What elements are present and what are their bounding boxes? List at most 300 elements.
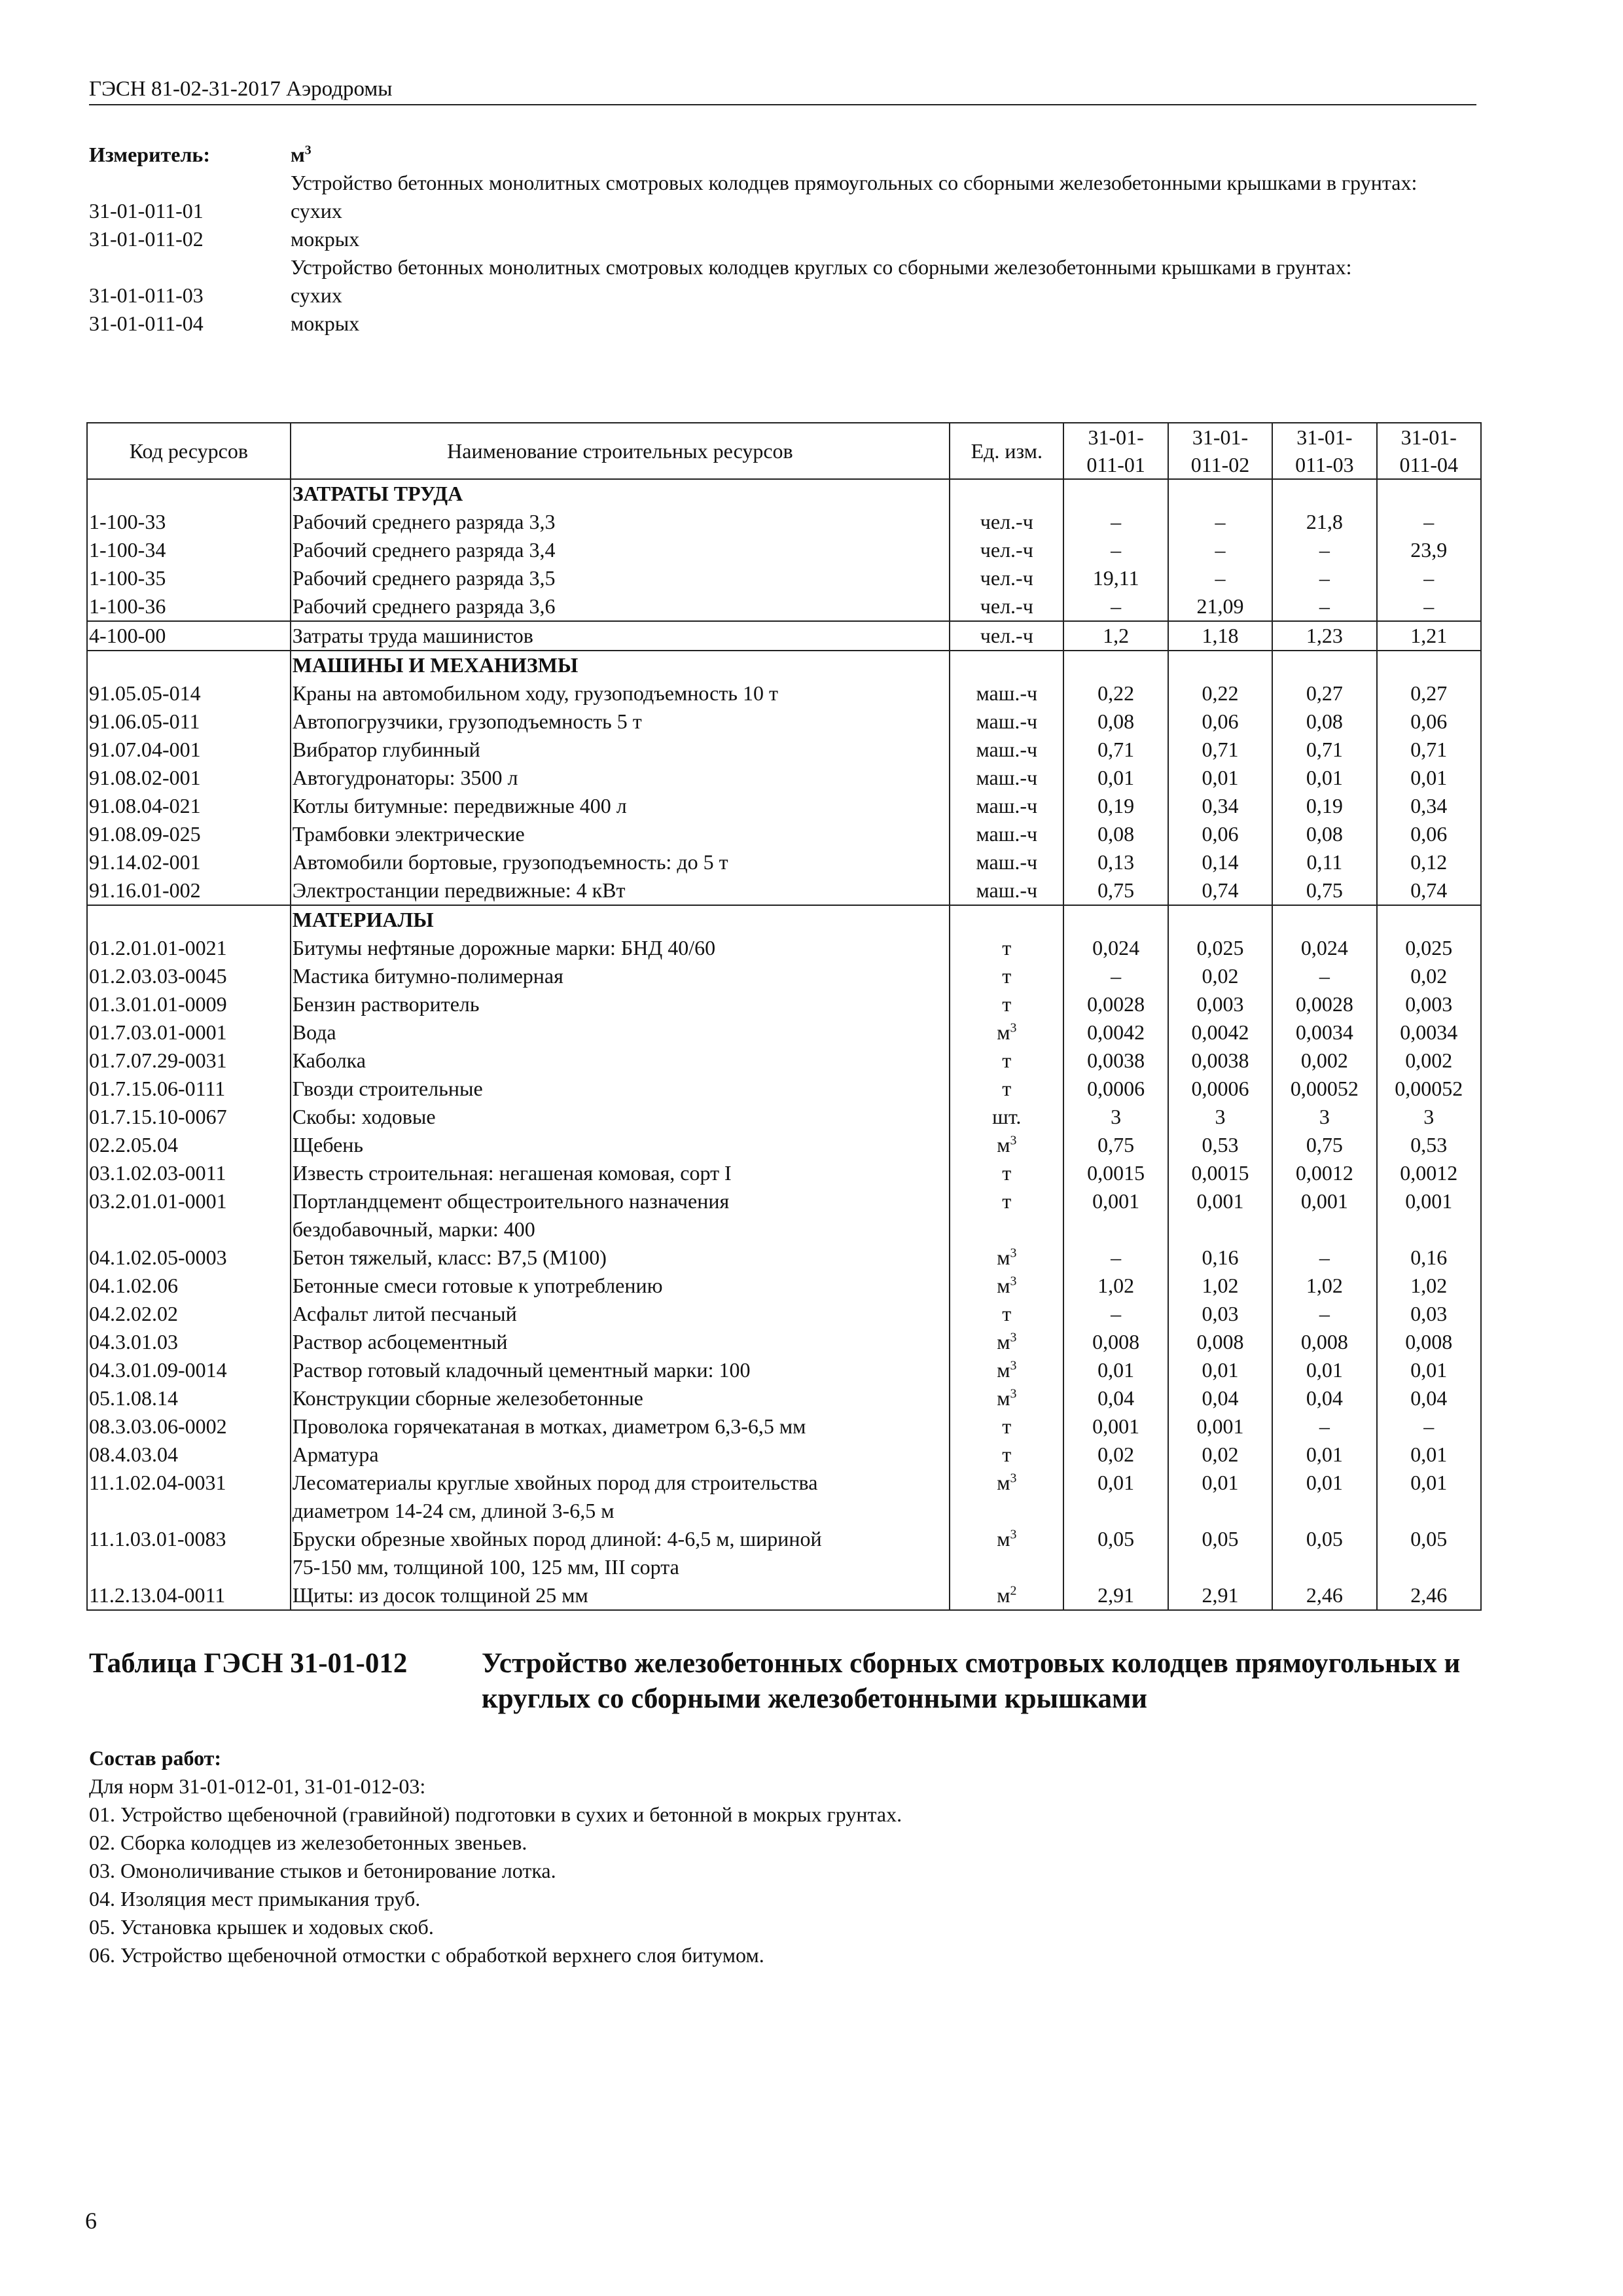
norm-value: 0,71 bbox=[1272, 736, 1376, 764]
norm-value: 0,024 bbox=[1272, 934, 1376, 962]
resource-name: Проволока горячекатаная в мотках, диаметром 6,3-6,5 мм bbox=[291, 1412, 950, 1441]
norm-value: 19,11 bbox=[1063, 564, 1168, 592]
unit-text: т bbox=[1002, 992, 1012, 1016]
norm-value: 0,08 bbox=[1063, 708, 1168, 736]
norm-value: – bbox=[1272, 536, 1376, 564]
section-row bbox=[87, 651, 1481, 679]
table-row bbox=[87, 1018, 1481, 1047]
resource-unit bbox=[950, 708, 1063, 736]
table-row bbox=[87, 792, 1481, 820]
resource-name: Раствор асбоцементный bbox=[291, 1328, 950, 1356]
norm-value: 0,01 bbox=[1063, 1469, 1168, 1525]
norm-value: 0,74 bbox=[1377, 876, 1481, 905]
resource-unit bbox=[950, 651, 1063, 679]
norm-value: 0,01 bbox=[1272, 1356, 1376, 1384]
norm-value: – bbox=[1168, 508, 1272, 536]
unit-exponent: 3 bbox=[1010, 1527, 1017, 1542]
resource-unit bbox=[950, 1412, 1063, 1441]
resource-unit bbox=[950, 1018, 1063, 1047]
unit-text: маш.-ч bbox=[976, 681, 1038, 705]
norm-value: 0,22 bbox=[1168, 679, 1272, 708]
norm-value bbox=[1168, 905, 1272, 934]
table-row bbox=[87, 708, 1481, 736]
resource-name: Краны на автомобильном ходу, грузоподъемность 10 т bbox=[291, 679, 950, 708]
norm-value: 0,0006 bbox=[1063, 1075, 1168, 1103]
resource-unit bbox=[950, 962, 1063, 990]
unit-text: м bbox=[997, 1386, 1010, 1410]
norm-value: 0,025 bbox=[1377, 934, 1481, 962]
resource-code: 01.7.15.10-0067 bbox=[87, 1103, 291, 1131]
resource-unit bbox=[950, 536, 1063, 564]
resource-name: Затраты труда машинистов bbox=[291, 621, 950, 651]
unit-exponent: 3 bbox=[1010, 1133, 1017, 1148]
section-title: МАТЕРИАЛЫ bbox=[291, 905, 950, 934]
norm-value: 0,00052 bbox=[1272, 1075, 1376, 1103]
unit-exponent: 3 bbox=[1010, 1020, 1017, 1035]
norm-value: 0,06 bbox=[1377, 708, 1481, 736]
norm-value: 0,025 bbox=[1168, 934, 1272, 962]
section-row bbox=[87, 479, 1481, 508]
table-body bbox=[87, 479, 1481, 1610]
table-row bbox=[87, 1187, 1481, 1244]
resource-unit bbox=[950, 592, 1063, 621]
table-row bbox=[87, 536, 1481, 564]
resource-name: Конструкции сборные железобетонные bbox=[291, 1384, 950, 1412]
norm-value: 0,05 bbox=[1063, 1525, 1168, 1581]
resource-name: Битумы нефтяные дорожные марки: БНД 40/60 bbox=[291, 934, 950, 962]
resource-code: 03.2.01.01-0001 bbox=[87, 1187, 291, 1244]
norm-value: 0,008 bbox=[1272, 1328, 1376, 1356]
table-row bbox=[87, 1131, 1481, 1159]
unit-exponent: 3 bbox=[1010, 1471, 1017, 1486]
resource-unit bbox=[950, 848, 1063, 876]
norm-value: 1,2 bbox=[1063, 621, 1168, 651]
norm-value: – bbox=[1063, 1244, 1168, 1272]
resource-code: 4-100-00 bbox=[87, 621, 291, 651]
norm-value: 0,0028 bbox=[1272, 990, 1376, 1018]
resource-name: Вибратор глубинный bbox=[291, 736, 950, 764]
resource-name: Раствор готовый кладочный цементный марки: 100 bbox=[291, 1356, 950, 1384]
resource-name: Рабочий среднего разряда 3,6 bbox=[291, 592, 950, 621]
norm-value: 0,0034 bbox=[1377, 1018, 1481, 1047]
norm-value: 0,16 bbox=[1168, 1244, 1272, 1272]
resource-name: Арматура bbox=[291, 1441, 950, 1469]
unit-text: шт. bbox=[992, 1105, 1022, 1128]
resource-code: 1-100-34 bbox=[87, 536, 291, 564]
table-row bbox=[87, 564, 1481, 592]
resource-code: 91.08.02-001 bbox=[87, 764, 291, 792]
unit-text: м bbox=[997, 1020, 1010, 1044]
norm-value: 0,75 bbox=[1063, 1131, 1168, 1159]
norm-value: 0,008 bbox=[1377, 1328, 1481, 1356]
resource-code: 1-100-35 bbox=[87, 564, 291, 592]
unit-exponent: 3 bbox=[1010, 1246, 1017, 1261]
resource-name: Рабочий среднего разряда 3,4 bbox=[291, 536, 950, 564]
norm-value: 0,001 bbox=[1063, 1187, 1168, 1244]
works-item: 06. Устройство щебеночной отмостки с обработкой верхнего слоя битумом. bbox=[89, 1943, 764, 1967]
unit-exponent: 2 bbox=[1010, 1583, 1017, 1598]
resource-name: Рабочий среднего разряда 3,3 bbox=[291, 508, 950, 536]
resource-name: Портландцемент общестроительного назначения бездобавочный, марки: 400 bbox=[291, 1187, 950, 1244]
works-heading: Состав работ: bbox=[89, 1746, 222, 1770]
unit-text: м bbox=[997, 1527, 1010, 1551]
norm-value bbox=[1377, 905, 1481, 934]
norm-value: 0,08 bbox=[1063, 820, 1168, 848]
resource-code: 91.16.01-002 bbox=[87, 876, 291, 905]
works-item: 04. Изоляция мест примыкания труб. bbox=[89, 1887, 421, 1910]
norm-value: 1,02 bbox=[1377, 1272, 1481, 1300]
resource-code: 11.1.03.01-0083 bbox=[87, 1525, 291, 1581]
norm-value: 0,06 bbox=[1168, 820, 1272, 848]
norm-value: 0,0038 bbox=[1063, 1047, 1168, 1075]
unit-text: т bbox=[1002, 1077, 1012, 1100]
norm-value: 0,024 bbox=[1063, 934, 1168, 962]
norm-value bbox=[1272, 479, 1376, 508]
resource-code: 91.07.04-001 bbox=[87, 736, 291, 764]
resource-name: Щиты: из досок толщиной 25 мм bbox=[291, 1581, 950, 1610]
norm-value: 0,06 bbox=[1168, 708, 1272, 736]
resource-unit bbox=[950, 1300, 1063, 1328]
norm-value: 0,05 bbox=[1168, 1525, 1272, 1581]
norm-value: – bbox=[1272, 962, 1376, 990]
norm-value: 0,00052 bbox=[1377, 1075, 1481, 1103]
norm-value: 0,001 bbox=[1168, 1412, 1272, 1441]
unit-text: т bbox=[1002, 1049, 1012, 1072]
norm-value: 0,0042 bbox=[1168, 1018, 1272, 1047]
norm-value: 0,75 bbox=[1272, 876, 1376, 905]
norm-value: 0,12 bbox=[1377, 848, 1481, 876]
norm-value bbox=[1377, 479, 1481, 508]
norm-value: 0,01 bbox=[1063, 1356, 1168, 1384]
table-row bbox=[87, 592, 1481, 621]
resource-code: 91.08.04-021 bbox=[87, 792, 291, 820]
resource-unit bbox=[950, 876, 1063, 905]
norm-value: 0,0006 bbox=[1168, 1075, 1272, 1103]
norm-value: – bbox=[1168, 564, 1272, 592]
resource-name: Бетон тяжелый, класс: В7,5 (М100) bbox=[291, 1244, 950, 1272]
resource-name: Бензин растворитель bbox=[291, 990, 950, 1018]
section-title: МАШИНЫ И МЕХАНИЗМЫ bbox=[291, 651, 950, 679]
resource-unit bbox=[950, 990, 1063, 1018]
resource-code: 01.7.03.01-0001 bbox=[87, 1018, 291, 1047]
resource-code: 11.2.13.04-0011 bbox=[87, 1581, 291, 1610]
unit-text: м bbox=[997, 1133, 1010, 1157]
norm-text: мокрых bbox=[291, 312, 360, 335]
norm-value bbox=[1168, 651, 1272, 679]
unit-text: м bbox=[997, 1246, 1010, 1269]
resource-name: Асфальт литой песчаный bbox=[291, 1300, 950, 1328]
resource-unit bbox=[950, 1384, 1063, 1412]
unit-text: т bbox=[1002, 1302, 1012, 1325]
table-row bbox=[87, 1384, 1481, 1412]
unit-text: м bbox=[997, 1471, 1010, 1494]
unit-text: чел.-ч bbox=[980, 624, 1033, 647]
norm-value: 0,002 bbox=[1272, 1047, 1376, 1075]
table-row bbox=[87, 1272, 1481, 1300]
meter-block bbox=[89, 141, 1476, 338]
works-item: 02. Сборка колодцев из железобетонных звеньев. bbox=[89, 1831, 527, 1854]
norm-value: 2,91 bbox=[1168, 1581, 1272, 1610]
works-block bbox=[89, 1744, 1476, 1969]
resource-unit bbox=[950, 1047, 1063, 1075]
resource-code: 05.1.08.14 bbox=[87, 1384, 291, 1412]
resource-unit bbox=[950, 1131, 1063, 1159]
resource-unit bbox=[950, 1581, 1063, 1610]
works-item: 03. Омоноличивание стыков и бетонирование лотка. bbox=[89, 1859, 556, 1882]
resource-name: Бруски обрезные хвойных пород длиной: 4-6,5 м, шириной 75-150 мм, толщиной 100, 125 мм, III сорта bbox=[291, 1525, 950, 1581]
norm-value: – bbox=[1377, 592, 1481, 621]
norm-value: 0,001 bbox=[1377, 1187, 1481, 1244]
resource-code: 04.1.02.05-0003 bbox=[87, 1244, 291, 1272]
resource-name: Бетонные смеси готовые к употреблению bbox=[291, 1272, 950, 1300]
norm-value: – bbox=[1063, 592, 1168, 621]
meter-group-2: Устройство бетонных монолитных смотровых колодцев круглых со сборными железобетонными крышками в грунтах: bbox=[291, 255, 1352, 279]
norm-value: 0,01 bbox=[1272, 764, 1376, 792]
norm-text: сухих bbox=[291, 283, 342, 307]
resource-unit bbox=[950, 764, 1063, 792]
resource-name: Котлы битумные: передвижные 400 л bbox=[291, 792, 950, 820]
norm-value: 1,02 bbox=[1063, 1272, 1168, 1300]
norm-value: 0,16 bbox=[1377, 1244, 1481, 1272]
resource-name: Известь строительная: негашеная комовая, сорт I bbox=[291, 1159, 950, 1187]
norm-value: 0,74 bbox=[1168, 876, 1272, 905]
norm-value: 0,53 bbox=[1377, 1131, 1481, 1159]
norm-value: 0,05 bbox=[1272, 1525, 1376, 1581]
resource-unit bbox=[950, 621, 1063, 651]
resource-name: Автогудронаторы: 3500 л bbox=[291, 764, 950, 792]
resource-unit bbox=[950, 1103, 1063, 1131]
unit-text: чел.-ч bbox=[980, 566, 1033, 590]
unit-text: м bbox=[997, 1358, 1010, 1382]
resource-code: 91.05.05-014 bbox=[87, 679, 291, 708]
norm-value: 2,46 bbox=[1377, 1581, 1481, 1610]
norm-value: 0,003 bbox=[1168, 990, 1272, 1018]
norm-value: 1,21 bbox=[1377, 621, 1481, 651]
resource-code: 91.14.02-001 bbox=[87, 848, 291, 876]
table-row bbox=[87, 1581, 1481, 1610]
norm-value: – bbox=[1272, 592, 1376, 621]
unit-text: т bbox=[1002, 1414, 1012, 1438]
norm-value: 0,19 bbox=[1063, 792, 1168, 820]
resource-name: Каболка bbox=[291, 1047, 950, 1075]
works-subheading: Для норм 31-01-012-01, 31-01-012-03: bbox=[89, 1774, 426, 1798]
header-norm-4: 31-01- 011-04 bbox=[1377, 423, 1481, 479]
norm-value: 0,001 bbox=[1168, 1187, 1272, 1244]
norm-value: 0,71 bbox=[1168, 736, 1272, 764]
norm-code: 31-01-011-04 bbox=[89, 312, 204, 335]
section-title: ЗАТРАТЫ ТРУДА bbox=[291, 479, 950, 508]
norm-value: 0,0015 bbox=[1063, 1159, 1168, 1187]
norm-value: – bbox=[1063, 962, 1168, 990]
meter-label: Измеритель: bbox=[89, 143, 210, 166]
table-row bbox=[87, 1300, 1481, 1328]
norm-value: 0,01 bbox=[1377, 1469, 1481, 1525]
document-title: ГЭСН 81-02-31-2017 Аэродромы bbox=[89, 77, 393, 101]
norm-value: 0,02 bbox=[1063, 1441, 1168, 1469]
unit-text: маш.-ч bbox=[976, 766, 1038, 789]
norm-value: 0,0012 bbox=[1272, 1159, 1376, 1187]
resource-unit bbox=[950, 792, 1063, 820]
meter-group-1: Устройство бетонных монолитных смотровых колодцев прямоугольных со сборными железобетонными крышками в грунтах: bbox=[291, 171, 1418, 194]
resource-unit bbox=[950, 1075, 1063, 1103]
norm-value bbox=[1272, 905, 1376, 934]
norm-value: – bbox=[1063, 508, 1168, 536]
resource-code: 11.1.02.04-0031 bbox=[87, 1469, 291, 1525]
resource-code: 04.3.01.03 bbox=[87, 1328, 291, 1356]
norm-value: 0,0012 bbox=[1377, 1159, 1481, 1187]
norm-value bbox=[1063, 479, 1168, 508]
header-unit: Ед. изм. bbox=[950, 423, 1063, 479]
resource-unit bbox=[950, 564, 1063, 592]
resource-unit bbox=[950, 934, 1063, 962]
unit-text: м bbox=[997, 1274, 1010, 1297]
resource-unit bbox=[950, 1356, 1063, 1384]
table-row bbox=[87, 736, 1481, 764]
resource-name: Мастика битумно-полимерная bbox=[291, 962, 950, 990]
norm-value: 0,01 bbox=[1272, 1441, 1376, 1469]
norm-value: 21,09 bbox=[1168, 592, 1272, 621]
norm-value: 0,34 bbox=[1168, 792, 1272, 820]
norm-value: 0,04 bbox=[1377, 1384, 1481, 1412]
page-number: 6 bbox=[85, 2208, 97, 2234]
resource-unit bbox=[950, 820, 1063, 848]
resource-name: Вода bbox=[291, 1018, 950, 1047]
norm-value: 0,002 bbox=[1377, 1047, 1481, 1075]
norm-value: 0,13 bbox=[1063, 848, 1168, 876]
works-item: 05. Установка крышек и ходовых скоб. bbox=[89, 1915, 434, 1939]
norm-value: – bbox=[1377, 508, 1481, 536]
resource-name: Электростанции передвижные: 4 кВт bbox=[291, 876, 950, 905]
norm-value: 0,01 bbox=[1168, 764, 1272, 792]
resource-code: 01.3.01.01-0009 bbox=[87, 990, 291, 1018]
resource-unit bbox=[950, 905, 1063, 934]
resource-code: 08.4.03.04 bbox=[87, 1441, 291, 1469]
norm-value bbox=[1063, 651, 1168, 679]
norm-value: 0,01 bbox=[1168, 1469, 1272, 1525]
norm-value: 1,02 bbox=[1168, 1272, 1272, 1300]
unit-exponent: 3 bbox=[1010, 1330, 1017, 1345]
unit-exponent: 3 bbox=[1010, 1274, 1017, 1289]
norm-value: 0,01 bbox=[1377, 1441, 1481, 1469]
norm-value: 0,14 bbox=[1168, 848, 1272, 876]
norm-value: 0,001 bbox=[1063, 1412, 1168, 1441]
table-row bbox=[87, 820, 1481, 848]
norm-value: 0,01 bbox=[1063, 764, 1168, 792]
table-row bbox=[87, 1244, 1481, 1272]
unit-text: маш.-ч bbox=[976, 709, 1038, 733]
resource-name: Автомобили бортовые, грузоподъемность: до 5 т bbox=[291, 848, 950, 876]
resource-unit bbox=[950, 479, 1063, 508]
resource-unit bbox=[950, 508, 1063, 536]
norm-value bbox=[1063, 905, 1168, 934]
norm-value: 2,46 bbox=[1272, 1581, 1376, 1610]
unit-text: т bbox=[1002, 1189, 1012, 1213]
unit-text: т bbox=[1002, 1443, 1012, 1466]
norm-value: 0,0038 bbox=[1168, 1047, 1272, 1075]
resource-name: Скобы: ходовые bbox=[291, 1103, 950, 1131]
table-row bbox=[87, 1159, 1481, 1187]
norm-value: 0,01 bbox=[1377, 764, 1481, 792]
table-row bbox=[87, 1469, 1481, 1525]
norm-value: 3 bbox=[1168, 1103, 1272, 1131]
resource-name: Гвозди строительные bbox=[291, 1075, 950, 1103]
page-header bbox=[89, 77, 1476, 105]
norm-value: 0,04 bbox=[1168, 1384, 1272, 1412]
norm-value: 0,02 bbox=[1168, 962, 1272, 990]
norm-value: 0,71 bbox=[1063, 736, 1168, 764]
resource-unit bbox=[950, 1441, 1063, 1469]
works-item: 01. Устройство щебеночной (гравийной) подготовки в сухих и бетонной в мокрых грунтах. bbox=[89, 1803, 902, 1826]
norm-value: 3 bbox=[1063, 1103, 1168, 1131]
table-row bbox=[87, 1441, 1481, 1469]
resource-unit bbox=[950, 1159, 1063, 1187]
norm-value: – bbox=[1272, 1300, 1376, 1328]
resource-code: 02.2.05.04 bbox=[87, 1131, 291, 1159]
table-row bbox=[87, 1075, 1481, 1103]
norm-value: – bbox=[1168, 536, 1272, 564]
norm-text: мокрых bbox=[291, 227, 360, 251]
norm-value: 0,01 bbox=[1272, 1469, 1376, 1525]
table-row bbox=[87, 876, 1481, 905]
table-row bbox=[87, 764, 1481, 792]
norm-value: 0,04 bbox=[1063, 1384, 1168, 1412]
norm-text: сухих bbox=[291, 199, 342, 223]
norm-value: 0,08 bbox=[1272, 708, 1376, 736]
norm-value: 0,71 bbox=[1377, 736, 1481, 764]
section-row bbox=[87, 905, 1481, 934]
resources-table bbox=[86, 422, 1482, 1611]
unit-text: маш.-ч bbox=[976, 822, 1038, 846]
unit-text: т bbox=[1002, 936, 1012, 960]
resource-code: 01.2.01.01-0021 bbox=[87, 934, 291, 962]
norm-value: 1,18 bbox=[1168, 621, 1272, 651]
norm-value: 0,34 bbox=[1377, 792, 1481, 820]
norm-value: 21,8 bbox=[1272, 508, 1376, 536]
unit-text: м bbox=[997, 1583, 1010, 1607]
resource-code bbox=[87, 651, 291, 679]
norm-value: 23,9 bbox=[1377, 536, 1481, 564]
norm-value: 0,01 bbox=[1168, 1356, 1272, 1384]
resource-code: 04.1.02.06 bbox=[87, 1272, 291, 1300]
norm-value: 3 bbox=[1272, 1103, 1376, 1131]
norm-value: 2,91 bbox=[1063, 1581, 1168, 1610]
header-code: Код ресурсов bbox=[87, 423, 291, 479]
unit-text: маш.-ч bbox=[976, 738, 1038, 761]
norm-value: 0,01 bbox=[1377, 1356, 1481, 1384]
resource-unit bbox=[950, 1469, 1063, 1525]
table-row bbox=[87, 1047, 1481, 1075]
unit-text: м bbox=[997, 1330, 1010, 1354]
norm-value: 0,03 bbox=[1377, 1300, 1481, 1328]
resource-unit bbox=[950, 1187, 1063, 1244]
norm-code: 31-01-011-02 bbox=[89, 227, 204, 251]
resource-name: Рабочий среднего разряда 3,5 bbox=[291, 564, 950, 592]
resource-code: 08.3.03.06-0002 bbox=[87, 1412, 291, 1441]
norm-value: 0,008 bbox=[1168, 1328, 1272, 1356]
table-row bbox=[87, 1356, 1481, 1384]
resource-code: 04.3.01.09-0014 bbox=[87, 1356, 291, 1384]
norm-value: 0,06 bbox=[1377, 820, 1481, 848]
norm-value: 0,0028 bbox=[1063, 990, 1168, 1018]
table-row bbox=[87, 508, 1481, 536]
table-row bbox=[87, 621, 1481, 651]
norm-value: 0,003 bbox=[1377, 990, 1481, 1018]
norm-value: 0,02 bbox=[1168, 1441, 1272, 1469]
resource-name: Трамбовки электрические bbox=[291, 820, 950, 848]
resource-code: 1-100-36 bbox=[87, 592, 291, 621]
norm-value: 0,22 bbox=[1063, 679, 1168, 708]
header-norm-1: 31-01- 011-01 bbox=[1063, 423, 1168, 479]
